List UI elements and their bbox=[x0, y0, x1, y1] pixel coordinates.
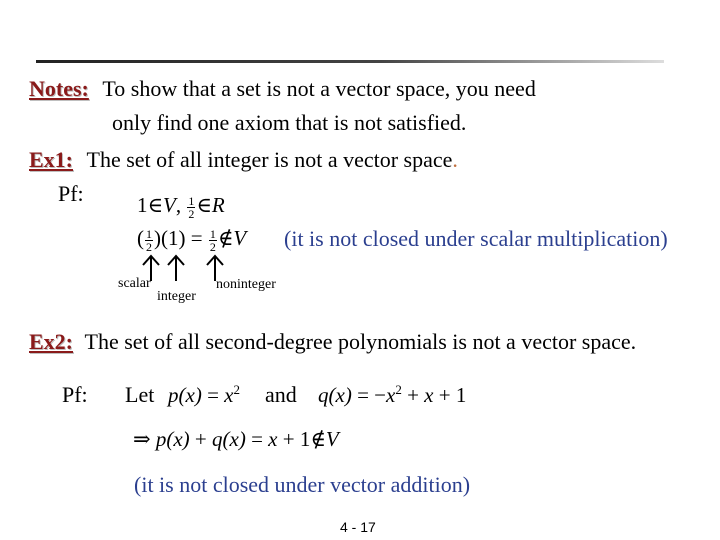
math1-one: 1 bbox=[137, 193, 148, 217]
math1-comma: , bbox=[175, 193, 182, 217]
ex1-period: . bbox=[452, 147, 458, 172]
math2-half: $\frac{1}{2}$ bbox=[146, 226, 152, 254]
ex2-let: Let bbox=[125, 382, 155, 407]
ex2-pf: Pf: bbox=[62, 382, 88, 407]
ex2-and: and bbox=[265, 382, 297, 407]
math1-half: $\frac{1}{2}$ bbox=[188, 193, 195, 221]
header-rule bbox=[36, 60, 664, 63]
page-number: 4 - 17 bbox=[340, 519, 376, 535]
label-noninteger: noninteger bbox=[216, 277, 276, 292]
ex2-label: Ex2: bbox=[29, 329, 73, 354]
ex1-line bbox=[29, 147, 458, 173]
ex2-p-def: $p(x) = x^2$ bbox=[168, 382, 240, 407]
ex2-sum: ⇒ p(x) + q(x) = x + 1∉V bbox=[133, 427, 339, 451]
integer-arrow-icon bbox=[166, 254, 186, 282]
ex1-label: Ex1: bbox=[29, 147, 73, 172]
ex1-text: The set of all integer is not a vector space bbox=[86, 147, 453, 172]
notes-text-2: only find one axiom that is not satisfied. bbox=[112, 110, 467, 135]
math2-half-result: $\frac{1}{2}$ bbox=[209, 226, 216, 254]
ex1-pf: Pf: bbox=[58, 181, 84, 206]
math1-in: ∈ bbox=[147, 193, 164, 217]
notes-text-1: To show that a set is not a vector space, you need bbox=[102, 76, 536, 101]
label-integer: integer bbox=[157, 289, 196, 304]
notes-label: Notes: bbox=[29, 76, 89, 101]
ex1-math-line2: ( $\frac{1}{2}$ )(1) = $\frac{1}{2}$ ∉V bbox=[137, 226, 247, 254]
math1-V: V bbox=[163, 193, 176, 217]
ex1-math-line1 bbox=[137, 193, 225, 220]
label-scalar: scalar bbox=[118, 276, 151, 291]
math1-in2: ∈ bbox=[196, 193, 212, 217]
ex1-note: (it is not closed under scalar multiplication) bbox=[284, 226, 668, 251]
notes-line1 bbox=[29, 76, 536, 102]
ex2-line bbox=[29, 329, 636, 355]
math1-R: R bbox=[211, 193, 225, 217]
ex2-text: The set of all second-degree polynomials is not a vector space. bbox=[84, 329, 637, 354]
ex2-q-def: $q(x) = -x^2 + x + 1$ bbox=[318, 382, 467, 407]
implies-icon: ⇒ bbox=[133, 427, 151, 451]
ex2-note: (it is not closed under vector addition) bbox=[134, 472, 471, 497]
